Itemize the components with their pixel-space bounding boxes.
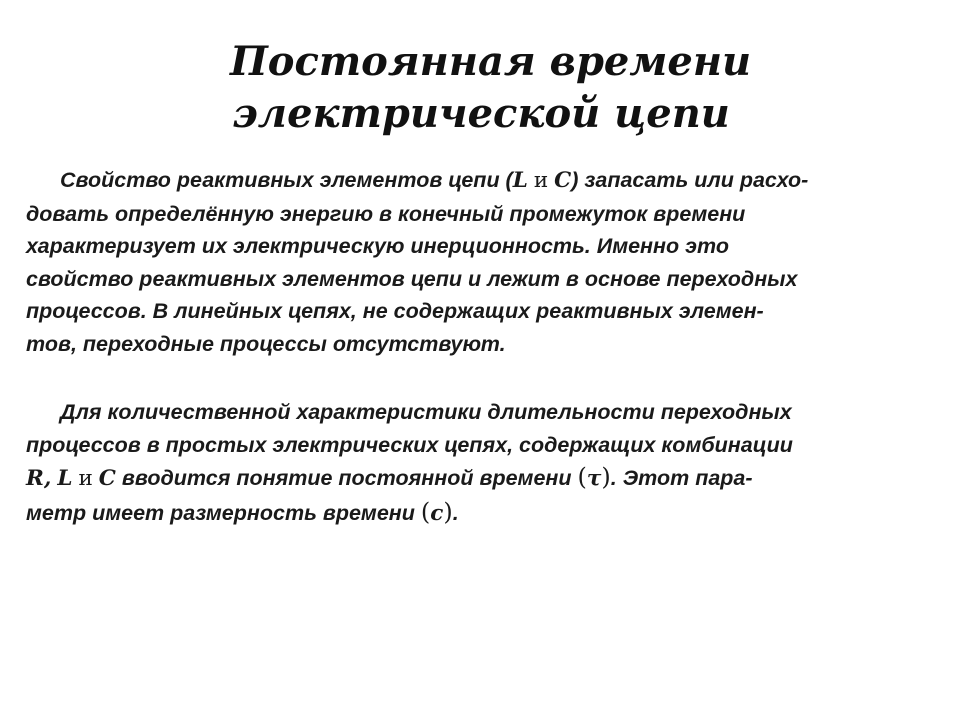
paren-open: ( — [420, 497, 431, 526]
symbol-seconds-unit: c — [430, 500, 444, 526]
paragraph-reactive-elements — [26, 164, 938, 360]
paragraph-1-line-5: процессов. В линейных цепях, не содержащих реактивных элемен- — [26, 299, 764, 323]
paren-open: ( — [577, 463, 587, 491]
symbol-capacitance: C — [98, 466, 116, 491]
paragraph-1-line-1 — [26, 164, 938, 198]
title-line-2: электрической цепи — [232, 90, 730, 137]
text-fragment: . Этот пара- — [610, 466, 753, 490]
text-fragment: . — [452, 500, 459, 525]
paragraph-1-line-2: довать определённую энергию в конечный промежуток времени — [26, 201, 746, 226]
paragraph-1-line-6: тов, переходные процессы отсутствуют. — [26, 331, 506, 356]
symbol-capacitance: C — [554, 168, 572, 193]
title-line-1: Постоянная времени — [230, 38, 752, 85]
paren-close: ) — [601, 463, 611, 491]
conjunction-and: и — [533, 168, 549, 193]
symbol-inductance: L — [57, 466, 73, 491]
text-fragment: ) запасать или расхо- — [571, 168, 809, 192]
paragraph-2-line-1: Для количественной характеристики длительности переходных — [60, 400, 792, 424]
paragraph-2-line-2: процессов в простых электрических цепях, содержащих комбинации — [26, 432, 793, 457]
symbol-resistance: R — [26, 466, 44, 491]
paragraph-1-line-3: характеризует их электрическую инерционность. Именно это — [26, 234, 729, 258]
symbol-inductance: L — [512, 168, 528, 193]
paragraph-time-constant — [26, 396, 938, 530]
comma: , — [43, 466, 52, 491]
paragraph-1-line-4: свойство реактивных элементов цепи и лежит в основе переходных — [26, 266, 798, 291]
paren-close: ) — [443, 497, 453, 526]
text-fragment: метр имеет размерность времени — [26, 500, 415, 525]
symbol-tau: τ — [586, 466, 602, 491]
text-fragment: Свойство реактивных элементов цепи ( — [60, 168, 513, 192]
paragraph-2-line-4 — [26, 496, 938, 531]
paragraph-2-line-3 — [26, 461, 938, 496]
slide-title — [180, 36, 780, 140]
conjunction-and: и — [78, 466, 93, 491]
text-fragment: вводится понятие постоянной времени — [121, 466, 572, 490]
